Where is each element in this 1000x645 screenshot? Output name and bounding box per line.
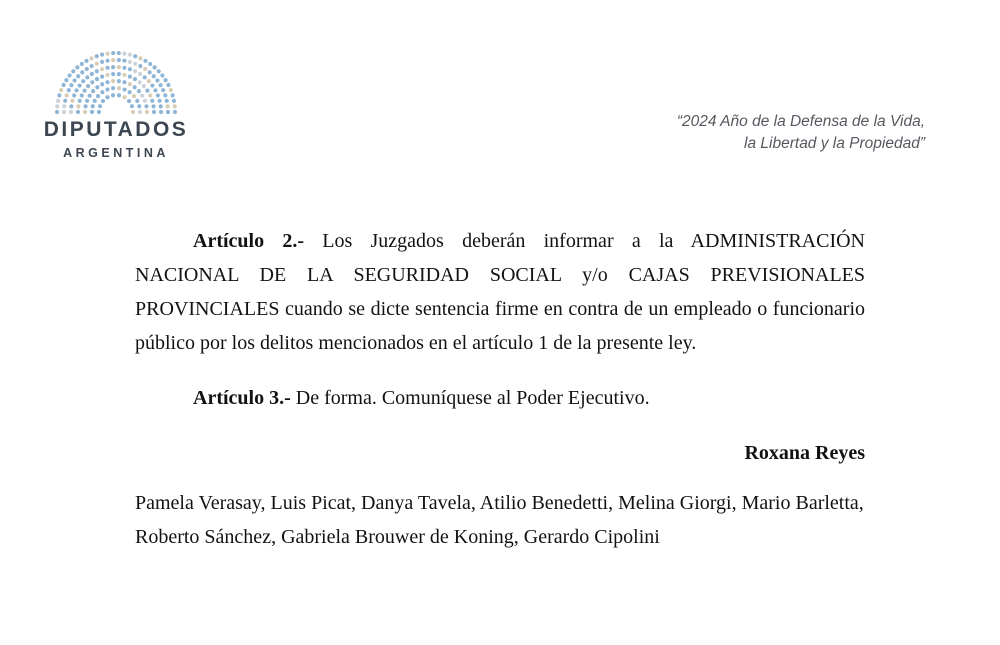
signature-name: Roxana Reyes [744, 442, 865, 464]
article-2-paragraph [135, 224, 865, 360]
document-body [135, 224, 865, 554]
diputados-logo [38, 46, 194, 160]
logo-subtitle: ARGENTINA [63, 146, 169, 160]
year-motto-line-2: la Libertad y la Propiedad” [744, 135, 925, 152]
year-motto-line-1: “2024 Año de la Defensa de la Vida, [676, 113, 925, 130]
year-motto [677, 111, 925, 155]
article-3-text: De forma. Comuníquese al Poder Ejecutivo. [290, 387, 650, 409]
article-2-label: Artículo 2.- [193, 230, 305, 252]
logo-title: DIPUTADOS [43, 118, 189, 141]
hemicycle-seats-icon [51, 46, 181, 116]
article-3-paragraph [135, 381, 865, 415]
article-2-text: Los Juzgados deberán informar a la ADMINISTRACIÓN NACIONAL DE LA SEGURIDAD SOCIAL y/o CAJAS PREVISIONALES PROVINCIALES cuando se dicte sentencia firme en contra de un empleado o funcionario público por los delitos mencionados en el artículo 1 de la presente ley. [135, 230, 865, 354]
article-3-label: Artículo 3.- [193, 387, 291, 409]
cosigners-list: Pamela Verasay, Luis Picat, Danya Tavela, Atilio Benedetti, Melina Giorgi, Mario Barletta, Roberto Sánchez, Gabriela Brouwer de Koning, Gerardo Cipolini [135, 492, 864, 548]
